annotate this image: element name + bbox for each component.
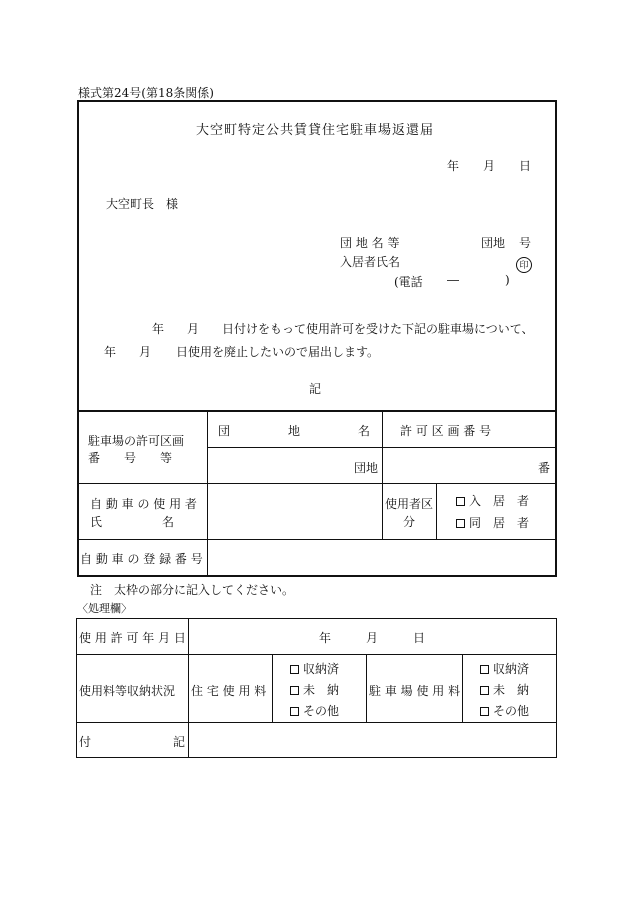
parking-paid-checkbox[interactable] xyxy=(480,665,489,674)
danchi-header-2: 地 xyxy=(287,424,300,438)
proc-line-bottom xyxy=(76,757,557,758)
resident-option[interactable] xyxy=(456,492,529,509)
proc-line-1 xyxy=(76,654,557,655)
form-number: 様式第24号(第18条関係) xyxy=(78,86,214,100)
danchi-value: 団地 xyxy=(354,461,379,475)
proc-line-2 xyxy=(76,722,557,723)
proc-vline-2 xyxy=(272,654,273,722)
housing-unpaid-label: 未 納 xyxy=(303,683,340,697)
remarks-label xyxy=(79,733,185,750)
section-header: 許 可 区 画 番 号 xyxy=(400,424,492,438)
permit-date-label: 使 用 許 可 年 月 日 xyxy=(79,631,186,645)
danchi-header-1: 団 xyxy=(218,424,231,438)
table-vline-3 xyxy=(436,484,437,539)
housing-paid-label: 収納済 xyxy=(303,662,340,676)
remarks-label-1: 付 xyxy=(79,735,92,749)
table-line-c xyxy=(78,539,556,540)
danchi-suffix: 団地 xyxy=(481,236,506,250)
danchi-header xyxy=(218,422,370,439)
phone-open: (電話 xyxy=(394,275,423,289)
proc-vline-3 xyxy=(366,654,367,722)
parking-option-paid[interactable] xyxy=(480,660,529,677)
note: 注 太枠の部分に記入してください。 xyxy=(90,583,295,597)
parking-other-label: その他 xyxy=(493,704,530,718)
cohabitant-checkbox[interactable] xyxy=(456,519,465,528)
date-day: 日 xyxy=(519,159,532,173)
seal-mark xyxy=(516,253,532,273)
body-line2-rest: 日使用を廃止したいので届出します。 xyxy=(176,345,380,359)
housing-option-unpaid[interactable] xyxy=(290,681,339,698)
table-line-b xyxy=(78,483,556,484)
seal-glyph: 印 xyxy=(516,257,532,273)
parking-option-other[interactable] xyxy=(480,702,529,719)
table-vline-1 xyxy=(207,411,208,576)
date-year: 年 xyxy=(447,159,460,173)
user-type-label-1: 使用者区 xyxy=(385,497,434,511)
fee-status-label: 使用料等収納状況 xyxy=(79,684,176,698)
car-user-label-1: 自 動 車 の 使 用 者 xyxy=(90,497,197,511)
remarks-label-2: 記 xyxy=(172,735,185,749)
phone-dash: ― xyxy=(447,273,459,287)
body-line2-month: 月 xyxy=(139,345,152,359)
car-user-label-2: 氏 名 xyxy=(90,515,175,529)
form-title: 大空町特定公共賃貸住宅駐車場返還届 xyxy=(195,123,434,138)
housing-option-paid[interactable] xyxy=(290,660,339,677)
ban-label: 番 xyxy=(538,461,551,475)
table-top-line xyxy=(77,410,557,412)
body-line2-year: 年 xyxy=(104,345,117,359)
housing-unpaid-checkbox[interactable] xyxy=(290,686,299,695)
permit-label-1: 駐車場の許可区画 xyxy=(88,434,185,448)
resident-label: 入 居 者 xyxy=(469,494,530,508)
parking-paid-label: 収納済 xyxy=(493,662,530,676)
resident-name-label: 入居者氏名 xyxy=(340,255,401,269)
body-line1-rest: 日付けをもって使用許可を受けた下記の駐車場について、 xyxy=(222,322,534,336)
housing-paid-checkbox[interactable] xyxy=(290,665,299,674)
proc-vline-right xyxy=(556,618,557,757)
proc-date-day: 日 xyxy=(413,631,426,645)
proc-date-year: 年 xyxy=(319,631,332,645)
parking-other-checkbox[interactable] xyxy=(480,707,489,716)
danchi-label: 団 地 名 等 xyxy=(340,236,400,250)
ki-label: 記 xyxy=(308,382,321,396)
user-type-label-2: 分 xyxy=(403,515,416,529)
go-label: 号 xyxy=(519,236,532,250)
housing-fee-label: 住 宅 使 用 料 xyxy=(191,684,267,698)
processing-header: 〈処理欄〉 xyxy=(77,602,132,615)
housing-other-checkbox[interactable] xyxy=(290,707,299,716)
permit-label-2: 番 号 等 xyxy=(88,451,173,465)
parking-fee-label: 駐 車 場 使 用 料 xyxy=(369,684,461,698)
resident-checkbox[interactable] xyxy=(456,497,465,506)
proc-vline-4 xyxy=(462,654,463,722)
proc-line-top xyxy=(76,618,557,619)
parking-unpaid-checkbox[interactable] xyxy=(480,686,489,695)
date-month: 月 xyxy=(483,159,496,173)
proc-vline-left xyxy=(76,618,77,757)
phone-close: ) xyxy=(505,273,510,287)
table-vline-2 xyxy=(382,411,383,539)
registration-label: 自 動 車 の 登 録 番 号 xyxy=(80,552,203,566)
parking-unpaid-label: 未 納 xyxy=(493,683,530,697)
housing-other-label: その他 xyxy=(303,704,340,718)
body-line1-month: 月 xyxy=(187,322,200,336)
proc-vline-1 xyxy=(188,618,189,757)
parking-option-unpaid[interactable] xyxy=(480,681,529,698)
danchi-header-3: 名 xyxy=(357,424,370,438)
body-line1-year: 年 xyxy=(152,322,165,336)
addressee: 大空町長 様 xyxy=(106,197,179,211)
housing-option-other[interactable] xyxy=(290,702,339,719)
cohabitant-label: 同 居 者 xyxy=(469,516,530,530)
proc-date-month: 月 xyxy=(366,631,379,645)
cohabitant-option[interactable] xyxy=(456,514,529,531)
